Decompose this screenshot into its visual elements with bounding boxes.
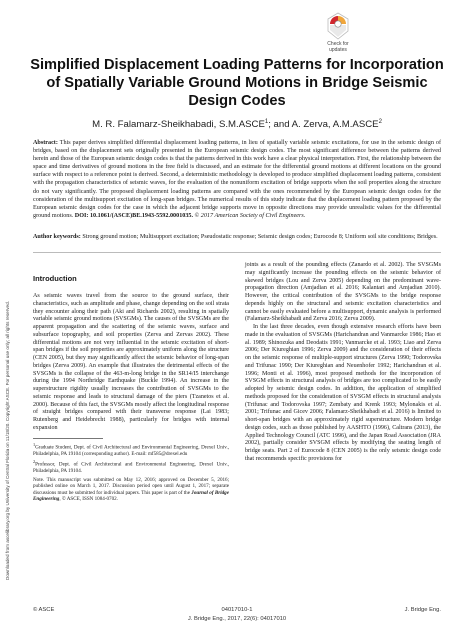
doi-link[interactable]: DOI: 10.1061/(ASCE)BE.1943-5592.0001035. [74, 212, 194, 219]
manuscript-note: Note. This manuscript was submitted on May 12, 2016; approved on December 5, 2016; published online on March 1, 2017. Discussion period open until August 1, 2017; separate discussions must be submitted for individual papers. This paper is part of the [33, 476, 229, 496]
keywords-lead: Author keywords: [33, 234, 81, 240]
paper-title: Simplified Displacement Loading Patterns for Incorporation of Spatially Variable Ground Motions in Bridge Seismic Design Codes [30, 57, 444, 109]
download-notice: Downloaded from ascelibrary.org by University of Central Florida on 11/18/20. Copyright ASCE. For personal use only; all rights reserved. [5, 301, 10, 580]
intro-paragraph-right-1: joints as a result of the pounding effects (Zanardo et al. 2002). The SVSGMs may significantly increase the pounding effects on the seismic behavior of skewed bridges (Lou and Zerva 2005) depending on the predominant wave-propagation direction (Amjadian et al. 2016; Kalantari and Amjadian 2010). However, the critical contribution of the SVSGMs to the bridge response depends highly on the structural and seismic excitation characteristics and cannot be easily evaluated before a multisupport, dynamic analysis is performed (Falamarz-Sheikhabadi and Zerva 2016; Zerva 2009). [245, 262, 441, 323]
right-column [245, 262, 441, 464]
section-divider [33, 252, 441, 253]
footer-journal: J. Bridge Eng. [404, 607, 441, 613]
footnote-2: Professor, Dept. of Civil Architectural and Environmental Engineering, Drexel Univ., Philadelphia, PA 19104. [33, 461, 229, 475]
intro-paragraph-left: As seismic waves travel from the source to the ground surface, their characteristics, such as amplitude and phase, change depending on the soil strata they encounter along their path (Aki and Richards 2002), resulting in spatially variable seismic ground motions (SVSGMs). The causes of the SVSGMs are the apparent propagation and the scattering of the seismic waves, surface and subsurface topography, and soil properties (Zerva and Zervas 2002). These differential motions are not very influential in the seismic excitation of short-span bridges if the soil properties are approximately uniform along the structure (CEN 2005), but they may significantly affect the seismic behavior of long-span bridges (Zerva 2009). An example that illustrates the detrimental effects of the SVSGMs is the collapse of the 463-m-long bridge in the SR14/I5 interchange during the 1994 Northridge Earthquake (Buckle 1994). An increase in the superstructure rigidity usually increases the contribution of SVSGMs to the seismic response and leads to structural damage of the piers (Tzanetos et al. 2000). Because of this fact, the SVSGMs mostly affect the longitudinal response of straight bridges compared with their transverse response (Lai 1983; Rutenberg and Heidebrecht 1988), particularly for bridges with internal expansion [33, 293, 229, 431]
footer-citation: J. Bridge Eng., 2017, 22(6): 04017010 [187, 616, 287, 622]
keywords-body: Strong ground motion; Multisupport excitation; Pseudostatic response; Seismic design codes; Eurocode 8; Uniform soil site conditions; Bridges. [80, 234, 438, 240]
check-for-updates-icon [326, 12, 350, 40]
footnotes: $^1$Graduate Student, Dept. of Civil Architectural and Environmental Engineering, Drexel Univ., Philadelphia, PA 19104 (corresponding author). E-mail: mf585@drexel.edu $^2$Professor, Dept. of Civil Architectural and Environmental Engineering, Drexel Univ., Philadelphia, PA 19104. Note. This manuscript was submitted on May 12, 2016; approved on December 5, 2016; published online on March 1, 2017. Discussion period open until August 1, 2017; separate discussions must be submitted for individual papers. This paper is part of the Journal of Bridge Engineering, © ASCE, ISSN 1084-0702. [33, 441, 229, 503]
footnote-divider [33, 438, 103, 439]
author-line: M. R. Falamarz-Sheikhabadi, S.M.ASCE$^1$; and A. Zerva, A.M.ASCE$^2$ [92, 119, 382, 131]
author-1: M. R. Falamarz-Sheikhabadi, S.M.ASCE [92, 119, 265, 131]
abstract-body: This paper derives simplified differential displacement loading patterns, in lieu of spatially variable seismic excitations, for use in the seismic design of bridges, based on the displacement sets originally presented in the European seismic design codes. The most significant difference between the patterns derived herein and those of the European seismic design codes is that the patterns derived in this work have a clear physical interpretation. First, the relationship between the space and time derivatives of ground motions in the free field is discussed, and an estimate for the differential ground motions at different locations on the ground surface with respect to a reference point is derived. Second, a deterministic methodology is developed to produce simplified displacement loading patterns, consistent with the propagation characteristics of seismic waves, for the evaluation of the nonuniform excitation of bridge supports when the soil properties along the structure do not vary significantly. The proposed displacement loading patterns are compared with the ones recommended by the European seismic design codes for the consideration of the multisupport excitation of long-span bridges. The numerical results of this study indicate that the displacement loading pattern proposed by the European seismic design codes for the case in which the adjacent bridge supports move in opposite directions may provide unrealistic values for the differential ground motions. [33, 140, 441, 219]
badge-label: Check for updates [327, 41, 349, 53]
author-keywords [33, 233, 441, 241]
abstract-lead: Abstract: [33, 140, 58, 146]
left-column [33, 262, 229, 505]
footnote-1: Graduate Student, Dept. of Civil Architectural and Environmental Engineering, Drexel Univ., Philadelphia, PA 19104 (corresponding author). E-mail: mf585@drexel.edu [33, 444, 229, 457]
copyright: © 2017 American Society of Civil Engineers. [193, 212, 306, 219]
footer-article-number: 04017010-1 [221, 607, 253, 613]
author-separator: ; and A. Zerva, A.M.ASCE [268, 119, 379, 131]
journal-name: Journal of Bridge Engineering [33, 489, 229, 503]
abstract [33, 139, 441, 220]
footer-publisher: © ASCE [33, 607, 55, 613]
check-for-updates-badge[interactable] [320, 12, 356, 58]
introduction-heading: Introduction [33, 274, 77, 283]
intro-paragraph-right-2: In the last three decades, even though extensive research efforts have been made in the evaluation of SVSGMs (Harichandran and Vanmarcke 1986; Hao et al. 1989; Shinozuka and Deodatis 1991; Vanmarcke et al. 1993; Liao and Zerva 2006; Der Kiureghian 1996; Zerva 2009) and the consideration of their effects on the seismic response of multiple-support structures (Zerva 1990; Todorovska and Trifunac 1990; Der Kiureghian and Neuenhofer 1992; Harichandran et al. 1996; Monti et al. 1996), most proposed methods for the incorporation of SVSGM effects in structural analysis of bridges are too complicated to be easily adopted by seismic design codes. In addition, the application of simplified methods proposed for the consideration of SVSGM effects in structural analysis (Trifunac and Todorovska 1997; Zembaty and Krenk 1993; Mylonakis et al. 2001; Trifunac and Gicev 2006; Falamarz-Sheikhabadi et al. 2016) is limited to short-span bridges with an approximately rigid superstructure. Modern bridge design codes, such as those published by AASHTO (1996), Caltrans (2013), the Applied Technology Council (ATC 1996), and the Japan Road Association (JRA 2002), partially consider SVSGM effects by modifying the seating length of bridge seats. Part 2 of Eurocode 8 (CEN 2005) is the only seismic design code that recommends specific provisions for [245, 324, 441, 462]
